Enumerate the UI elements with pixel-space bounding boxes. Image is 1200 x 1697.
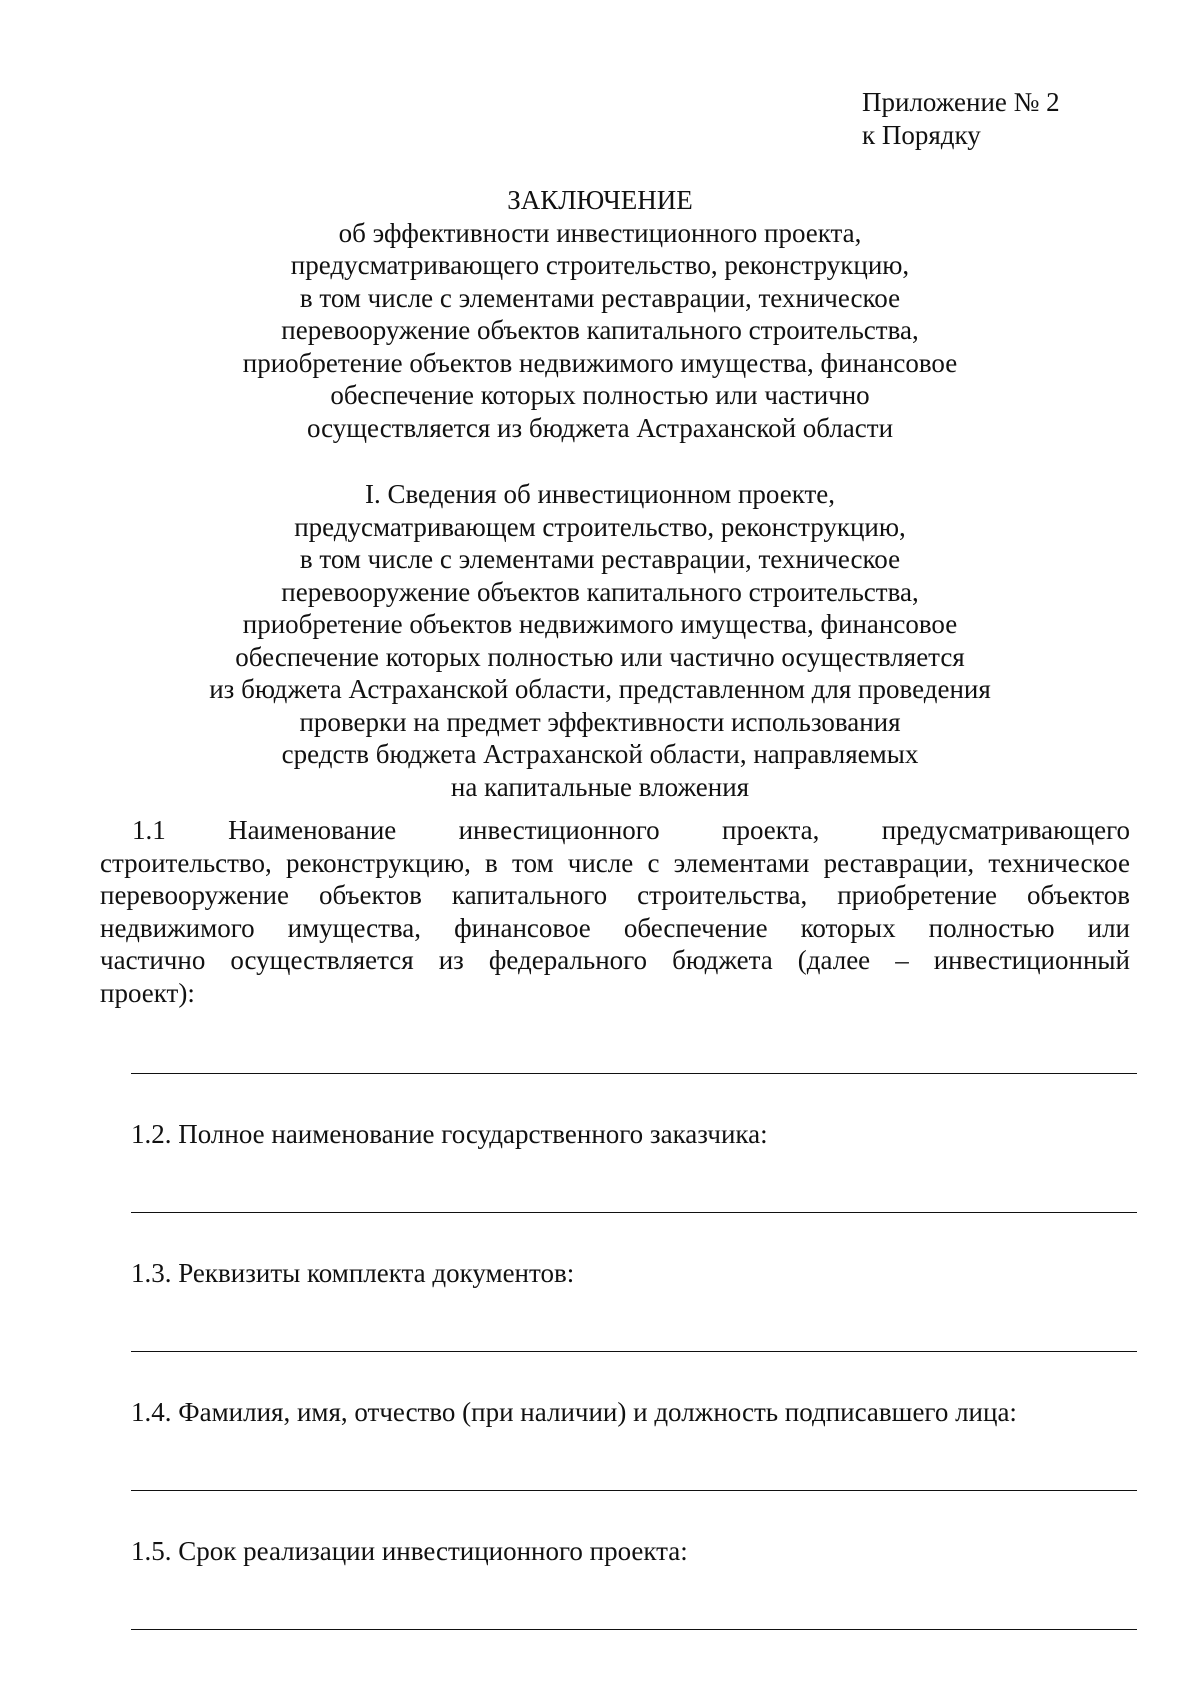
paragraph-line: проект): — [100, 977, 195, 1008]
section-line: предусматривающем строительство, реконструкцию, — [294, 511, 906, 542]
section-heading — [100, 478, 1100, 803]
title-line: осуществляется из бюджета Астраханской области — [306, 412, 894, 443]
appendix-number: Приложение № 2 — [862, 87, 1060, 117]
item-1-1-answer-line[interactable] — [131, 1073, 1137, 1074]
section-line: перевооружение объектов капитального строительства, — [281, 576, 919, 607]
field-label-documents: 1.3. Реквизиты комплекта документов: — [131, 1258, 575, 1288]
title-line: предусматривающего строительство, реконструкцию, — [290, 250, 910, 280]
documents-answer-line[interactable] — [131, 1351, 1137, 1352]
section-line: в том числе с элементами реставрации, техническое — [299, 544, 901, 574]
section-line: на капитальные вложения — [450, 771, 750, 802]
section-line: обеспечение которых полностью или частично осуществляется — [235, 641, 965, 672]
paragraph-line: перевооружение объектов капитального строительства, приобретение объектов — [100, 880, 1130, 910]
title-heading: ЗАКЛЮЧЕНИЕ — [507, 185, 693, 215]
title-line: обеспечение которых полностью или частично — [330, 380, 870, 410]
term-answer-line[interactable] — [131, 1629, 1137, 1630]
title-line: приобретение объектов недвижимого имущества, финансовое — [242, 347, 958, 378]
paragraph-line: частично осуществляется из федерального бюджета (далее – инвестиционный — [100, 945, 1130, 975]
title-line: в том числе с элементами реставрации, техническое — [299, 282, 901, 313]
appendix-reference: к Порядку — [862, 120, 981, 150]
section-line: проверки на предмет эффективности использования — [299, 706, 901, 737]
section-line: из бюджета Астраханской области, представленном для проведения — [209, 674, 991, 704]
item-1-1-paragraph — [100, 814, 1130, 1009]
section-line: средств бюджета Астраханской области, направляемых — [281, 739, 919, 769]
customer-answer-line[interactable] — [131, 1212, 1137, 1213]
section-line: I. Сведения об инвестиционном проекте, — [364, 479, 836, 509]
appendix-note — [862, 86, 1060, 152]
field-label-term: 1.5. Срок реализации инвестиционного проекта: — [131, 1536, 688, 1566]
paragraph-line: 1.1 Наименование инвестиционного проекта, предусматривающего — [132, 815, 1130, 845]
document-title — [100, 184, 1100, 444]
signatory-answer-line[interactable] — [131, 1490, 1137, 1491]
field-label-customer: 1.2. Полное наименование государственного заказчика: — [131, 1119, 768, 1149]
paragraph-line: строительство, реконструкцию, в том числе с элементами реставрации, техническое — [100, 847, 1130, 878]
title-line: об эффективности инвестиционного проекта, — [338, 217, 862, 248]
field-label-signatory: 1.4. Фамилия, имя, отчество (при наличии) и должность подписавшего лица: — [131, 1397, 1017, 1427]
title-line: перевооружение объектов капитального строительства, — [281, 315, 919, 345]
section-line: приобретение объектов недвижимого имущества, финансовое — [242, 609, 958, 639]
paragraph-line: недвижимого имущества, финансовое обеспечение которых полностью или — [100, 912, 1130, 943]
